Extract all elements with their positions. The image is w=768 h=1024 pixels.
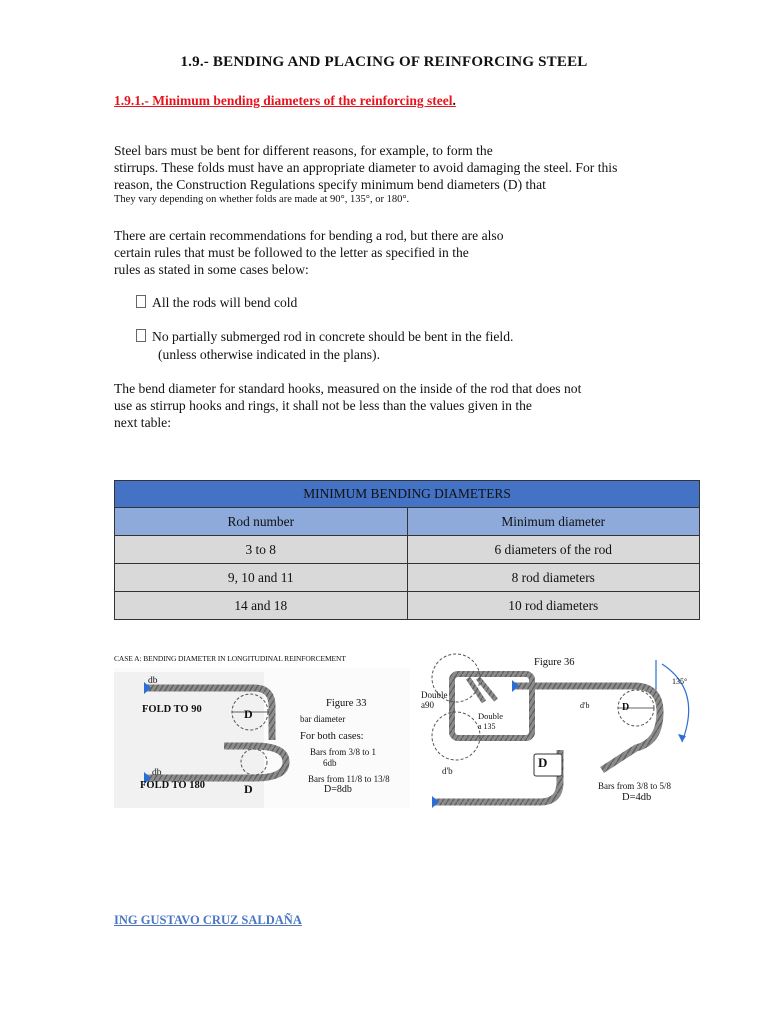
db-label-135: d'b xyxy=(580,701,590,710)
bullet-text-2-continued: (unless otherwise indicated in the plans). xyxy=(158,347,380,362)
double-135-label-line-1: Double xyxy=(478,711,504,721)
section-heading-tail: l xyxy=(448,93,453,108)
table-cell: 14 and 18 xyxy=(115,592,408,620)
bars-range-3-value: D=4db xyxy=(622,792,652,803)
bullet-item-2 xyxy=(136,328,513,346)
fold-90-label: FOLD TO 90 xyxy=(142,704,202,715)
bending-diameter-table xyxy=(114,480,700,620)
paragraph-3-line-1: The bend diameter for standard hooks, measured on the inside of the rod that does not xyxy=(114,381,582,396)
bullet-text-1: All the rods will bend cold xyxy=(152,295,298,310)
paragraph-3-line-3: next table: xyxy=(114,415,171,430)
table-cell: 6 diameters of the rod xyxy=(407,536,700,564)
paragraph-1-line-4: They vary depending on whether folds are made at 90°, 135°, or 180°. xyxy=(114,194,410,205)
both-cases-label: For both cases: xyxy=(300,731,364,742)
section-heading-dot: . xyxy=(452,93,456,108)
bars-range-1-value: 6db xyxy=(323,758,337,768)
table-title: MINIMUM BENDING DIAMETERS xyxy=(115,481,700,508)
author-link[interactable]: ING GUSTAVO CRUZ SALDAÑA xyxy=(114,913,302,927)
section-heading xyxy=(114,93,456,109)
fold-180-label: FOLD TO 180 xyxy=(140,780,205,791)
paragraph-1-line-3: reason, the Construction Regulations specify minimum bend diameters (D) that xyxy=(114,177,546,192)
column-header-min: Minimum diameter xyxy=(407,508,700,536)
bars-range-2: Bars from 11/8 to 13/8 xyxy=(308,774,390,784)
page-title: 1.9.- BENDING AND PLACING OF REINFORCING STEEL xyxy=(180,54,588,70)
table-row xyxy=(115,536,700,564)
figure-33-label: Figure 33 xyxy=(326,698,367,709)
paragraph-3-line-2: use as stirrup hooks and rings, it shall not be less than the values given in the xyxy=(114,398,532,413)
table-title-row xyxy=(115,481,700,508)
paragraph-1-line-2: stirrups. These folds must have an appropriate diameter to avoid damaging the steel. For this xyxy=(114,160,618,175)
bars-range-3: Bars from 3/8 to 5/8 xyxy=(598,781,671,791)
paragraph-2-line-3: rules as stated in some cases below: xyxy=(114,262,309,277)
db-label-lower: d'b xyxy=(442,766,453,776)
column-header-rod: Rod number xyxy=(115,508,408,536)
angle-135-label: 135° xyxy=(672,677,688,686)
table-row xyxy=(115,592,700,620)
double-a90-label-line-2: a90 xyxy=(421,700,434,710)
bullet-text-2: No partially submerged rod in concrete should be bent in the field. xyxy=(152,329,514,344)
figure-33-drawing xyxy=(114,668,410,813)
db-label-90: db xyxy=(148,676,158,686)
bars-range-1: Bars from 3/8 to 1 xyxy=(310,747,376,757)
d-label-135: D xyxy=(622,702,630,713)
case-a-caption: CASE A: BENDING DIAMETER IN LONGITUDINAL REINFORCEMENT xyxy=(114,654,346,663)
double-a90-label-line-1: Double xyxy=(421,690,448,700)
table-cell: 8 rod diameters xyxy=(407,564,700,592)
bullet-item-1 xyxy=(136,294,297,312)
checkbox-bullet-icon xyxy=(136,329,146,342)
bars-range-2-value: D=8db xyxy=(324,784,352,795)
d-label-180: D xyxy=(244,782,253,796)
paragraph-2-line-1: There are certain recommendations for bending a rod, but there are also xyxy=(114,228,504,243)
paragraph-1-line-1: Steel bars must be bent for different reasons, for example, to form the xyxy=(114,143,493,158)
table-row xyxy=(115,564,700,592)
paragraph-2-line-2: certain rules that must be followed to the letter as specified in the xyxy=(114,245,469,260)
checkbox-bullet-icon xyxy=(136,295,146,308)
table-header-row xyxy=(115,508,700,536)
d-label-90: D xyxy=(244,707,253,721)
db-label-180: db xyxy=(152,768,162,778)
table-cell: 9, 10 and 11 xyxy=(115,564,408,592)
rebar-180-icon xyxy=(144,746,286,778)
figure-36-label: Figure 36 xyxy=(534,657,575,668)
section-heading-text: 1.9.1.- Minimum bending diameters of the reinforcing stee xyxy=(114,93,449,108)
bar-diameter-label: bar diameter xyxy=(300,714,346,724)
d-label-lower: D xyxy=(538,755,548,770)
table-cell: 10 rod diameters xyxy=(407,592,700,620)
table-cell: 3 to 8 xyxy=(115,536,408,564)
double-135-label-line-2: a 135 xyxy=(478,722,496,731)
